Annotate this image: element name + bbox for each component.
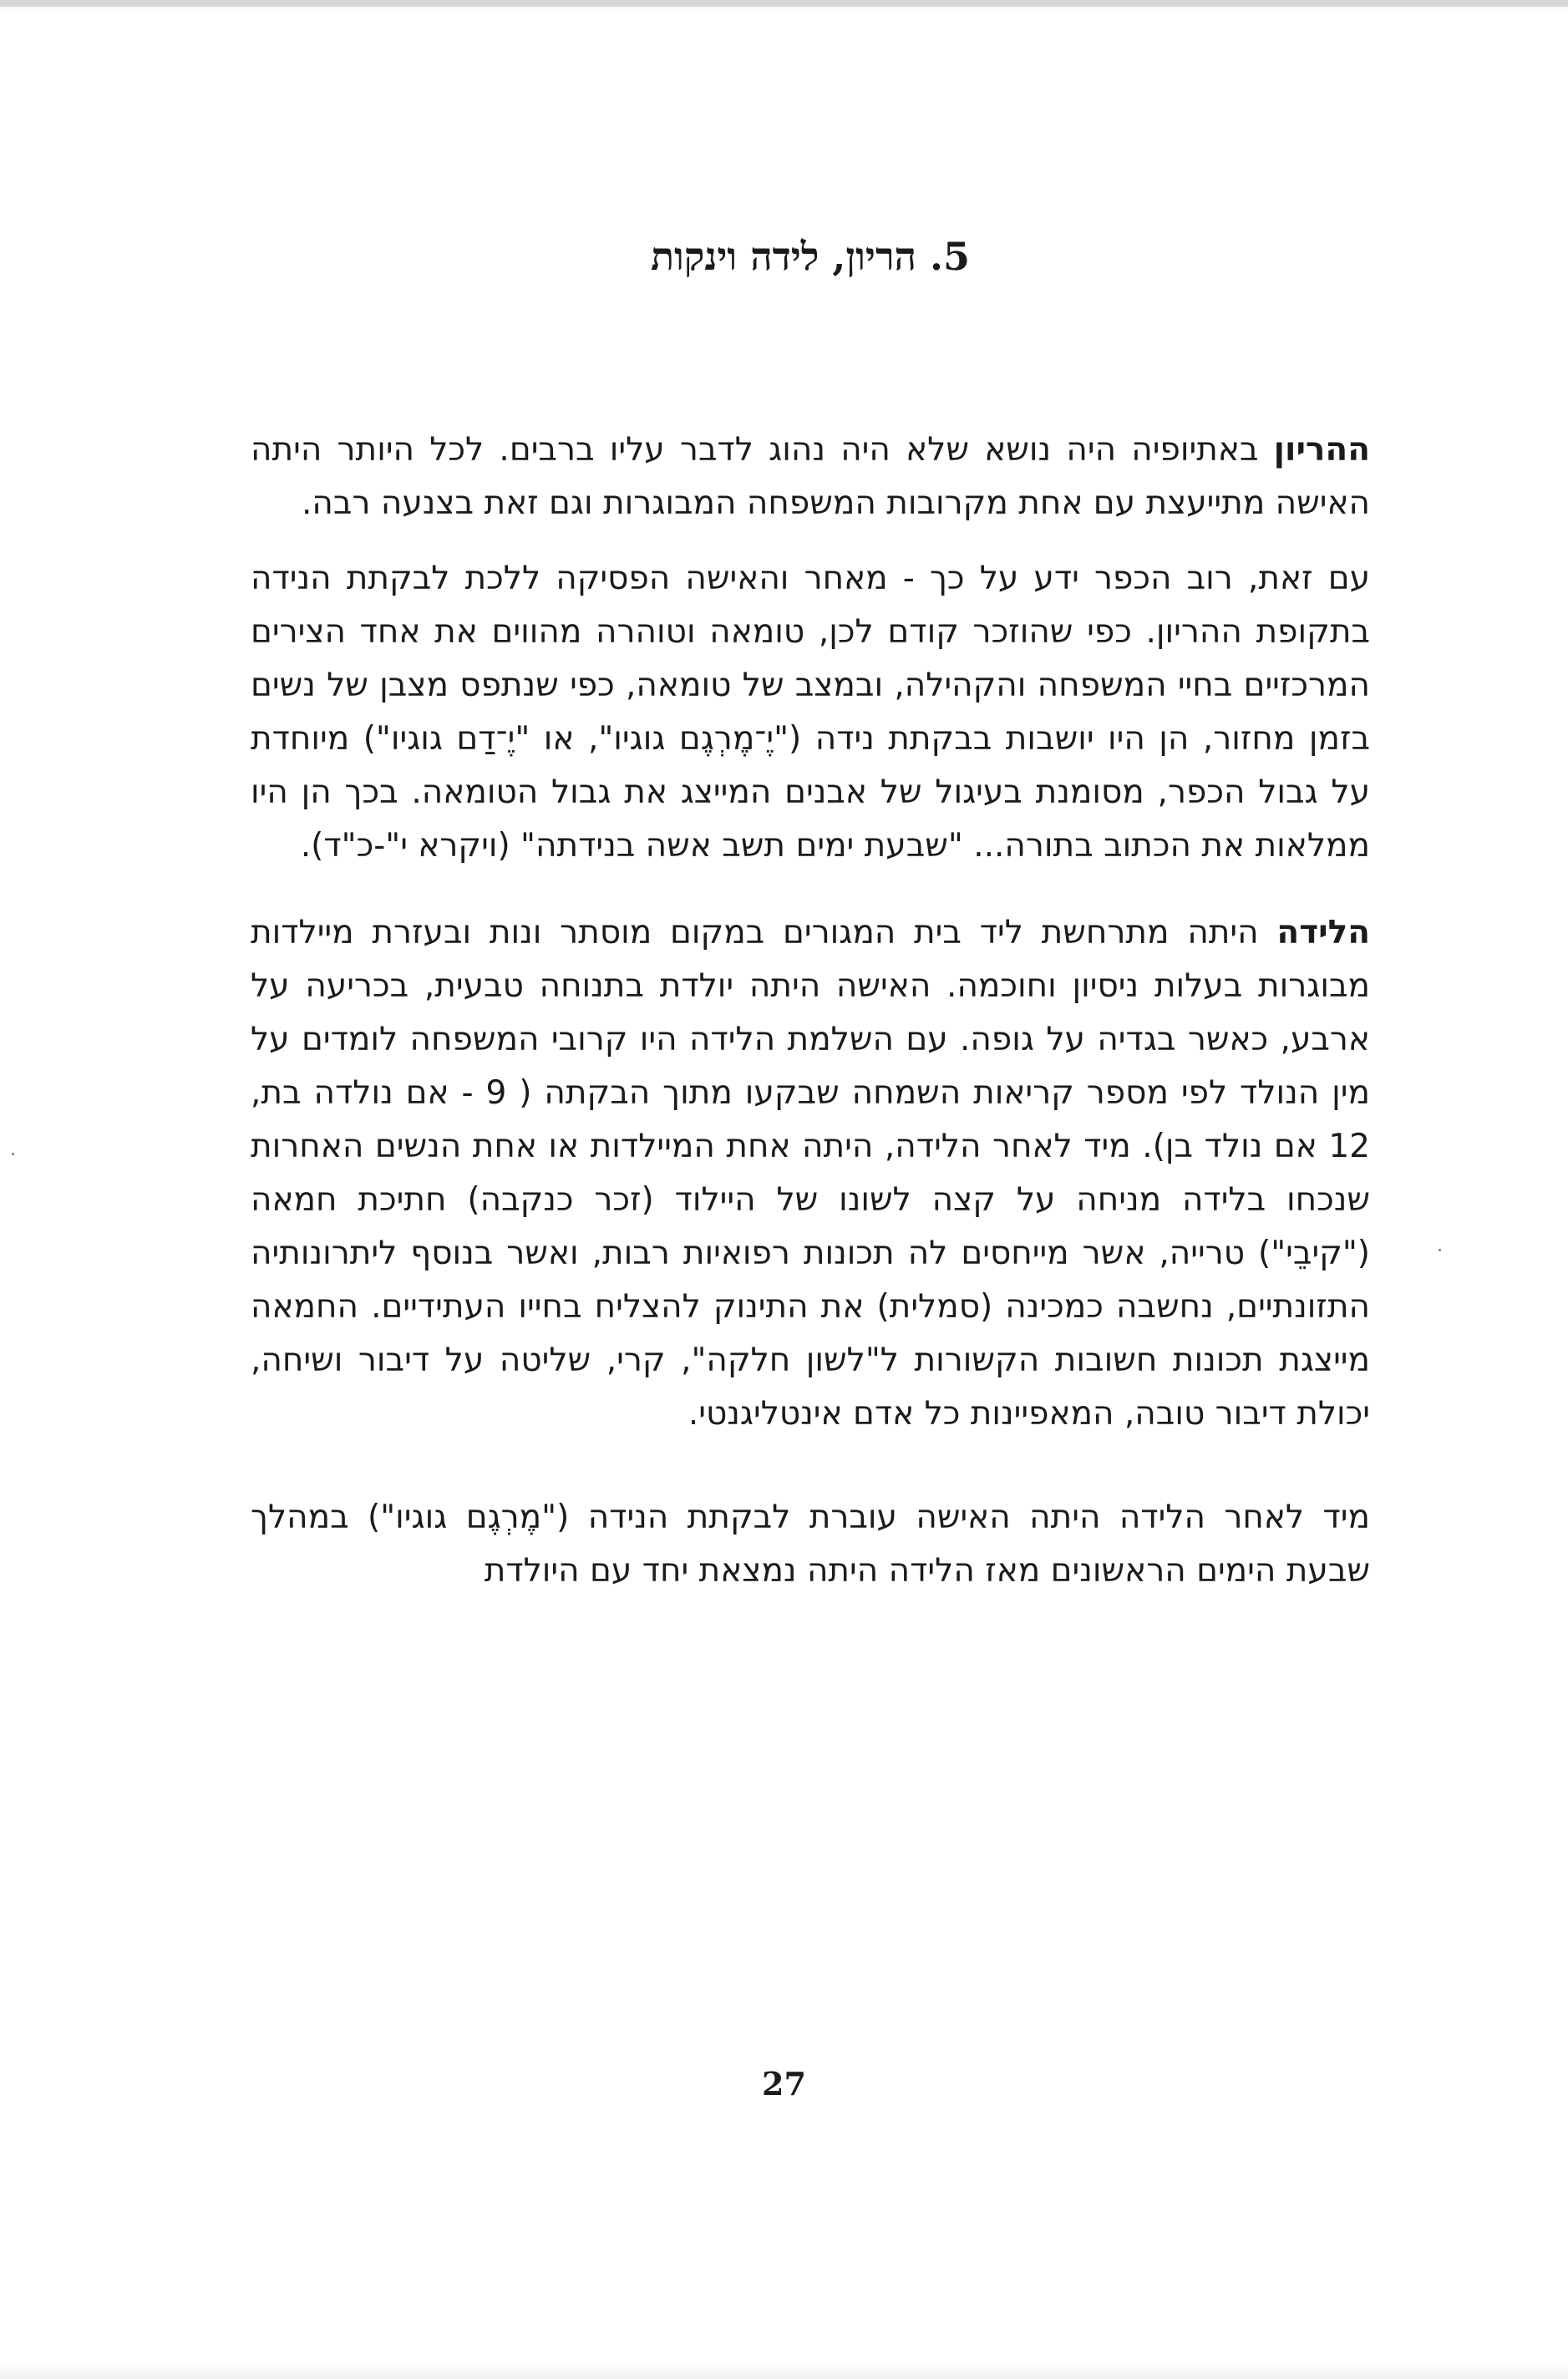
paragraph-after-birth [251,1491,1370,1598]
paragraph-text-niddah: עם זאת, רוב הכפר ידע על כך - מאחר והאישה הפסיקה ללכת לבקתת הנידה בתקופת ההריון. כפי שהוזכר קודם לכן, טומאה וטוהרה מהווים את אחד הצירים המרכזיים בחיי המשפחה והקהילה, ובמצב של טומאה, כפי שנתפס מצבן של נשים בזמן מחזור, הן היו יושבות בבקתת נידה ("יֶ־מֶרְגֶם גוגיו", או "יֶ־דַם גוגיו") מיוחדת על גבול הכפר, מסומנת בעיגול של אבנים המייצג את גבול הטומאה. בכך הן היו ממלאות את הכתוב בתורה... "שבעת ימים תשב אשה בנידתה" (ויקרא י"-כ"ד). [251,560,1370,865]
page-body [251,209,1370,1598]
paragraph-lead-pregnancy: ההריון [1273,431,1370,469]
paragraph-pregnancy [251,424,1370,530]
paragraph-text-birth: היתה מתרחשת ליד בית המגורים במקום מוסתר ונות ובעזרת מיילדות מבוגרות בעלות ניסיון וחוכמה. האישה היתה יולדת בתנוחה טבעית, בכריעה על ארבע, כאשר בגדיה על גופה. עם השלמת הלידה היו קרובי המשפחה לומדים על מין הנולד לפי מספר קריאות השמחה שבקעו מתוך הבקתה ( 9 - אם נולדה בת, 12 אם נולד בן). מיד לאחר הלידה, היתה אחת המיילדות או אחת הנשים האחרות שנכחו בלידה מניחה על קצה לשונו של היילוד (זכר כנקבה) חתיכת חמאה ("קיבֵי") טרייה, אשר מייחסים לה תכונות רפואיות רבות, ואשר בנוסף ליתרונותיה התזונתיים, נחשבה כמכינה (סמלית) את התינוק להצליח בחייו העתידיים. החמאה מייצגת תכונות חשובות הקשורות ל"לשון חלקה", קרי, שליטה על דיבור ושיחה, יכולת דיבור טובה, המאפיינות כל אדם אינטליגנטי. [251,914,1370,1433]
page-number: 27 [762,2065,806,2103]
paragraph-text-pregnancy: באתיופיה היה נושא שלא היה נהוג לדבר עליו ברבים. לכל היותר היתה האישה מתייעצת עם אחת מקרובות המשפחה המבוגרות וגם זאת בצנעה רבה. [251,431,1370,523]
paragraph-lead-birth: הלידה [1276,914,1370,952]
chapter-title: 5. הריון, לידה וינקות [650,234,971,279]
paragraph-text-after-birth: מיד לאחר הלידה היתה האישה עוברת לבקתת הנידה ("מֶרְגֶם גוגיו") במהלך שבעת הימים הראשונים מאז הלידה היתה נמצאת יחד עם היולדת [251,1499,1370,1590]
paragraph-niddah [251,552,1370,873]
scan-speck [1439,1249,1441,1251]
paragraph-birth [251,906,1370,1441]
scan-speck [12,1153,14,1155]
scan-top-edge [0,0,1568,7]
